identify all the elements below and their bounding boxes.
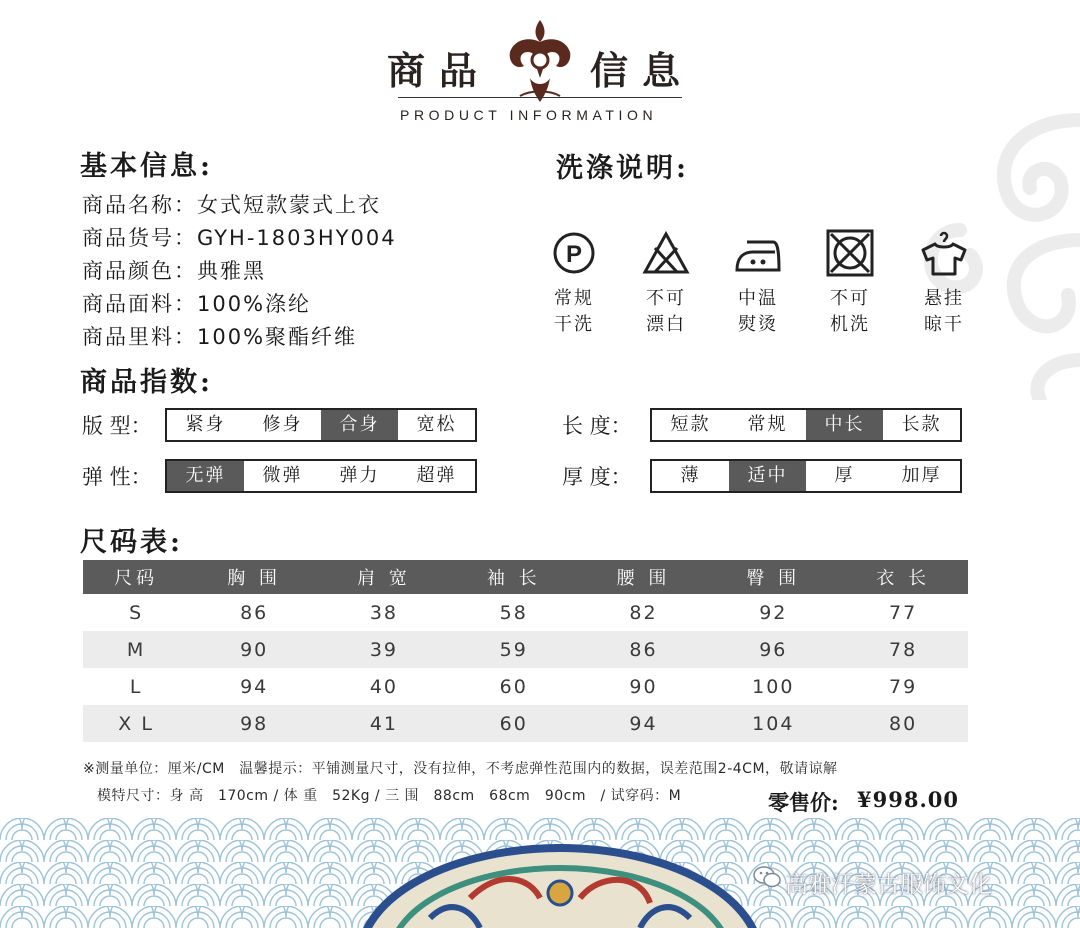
table-cell: 60 (499, 675, 528, 698)
table-header-cell: 袖 长 (449, 560, 579, 594)
header-title-right: 信息 (590, 48, 695, 93)
index-option-selected: 无弹 (167, 461, 244, 491)
price-label: 零售价: (768, 790, 839, 815)
index-option: 薄 (680, 465, 701, 486)
index-option: 微弹 (262, 465, 303, 486)
hang-dry-icon (919, 228, 969, 278)
table-cell: 58 (499, 601, 528, 624)
table-row (83, 631, 968, 668)
index-option: 宽松 (416, 414, 457, 435)
table-cell: 104 (708, 705, 838, 742)
table-cell: 78 (838, 631, 968, 668)
table-row (83, 594, 968, 631)
index-heading: 商品指数: (80, 367, 213, 398)
table-header-cell: 胸 围 (189, 560, 319, 594)
header-subtitle: PRODUCT INFORMATION (400, 107, 658, 123)
table-cell: 86 (240, 601, 269, 624)
index-option: 厚 (834, 465, 855, 486)
index-label-elasticity: 弹 性： (82, 465, 152, 489)
table-cell: 41 (319, 705, 449, 742)
table-cell: 80 (838, 705, 968, 742)
index-option: 长款 (901, 414, 942, 435)
table-cell: 90 (629, 675, 658, 698)
svg-text:P: P (565, 241, 583, 268)
care-item-hang-dry (914, 228, 974, 338)
model-size-note: 模特尺寸：身 高 170cm / 体 重 52Kg / 三 围 88cm 68cm 90cm / 试穿码：M (97, 788, 682, 804)
price-value: ¥998.00 (857, 787, 959, 812)
table-cell: 79 (888, 675, 918, 698)
index-option: 修身 (262, 414, 303, 435)
table-cell: 100 (752, 675, 795, 698)
table-cell: 94 (579, 705, 709, 742)
care-label-line2: 熨烫 (738, 314, 778, 335)
index-options-fit (165, 408, 477, 442)
table-row (83, 705, 968, 742)
table-header-cell: 尺码 (83, 560, 189, 594)
header-divider (398, 97, 682, 98)
index-options-length (650, 408, 962, 442)
dry-clean-p-icon (549, 228, 599, 278)
index-label-length: 长 度： (562, 414, 632, 438)
care-item-no-bleach (636, 228, 696, 338)
info-line-name: 商品名称：女式短款蒙式上衣 (82, 193, 381, 217)
index-option: 加厚 (901, 465, 942, 486)
table-header-row (83, 560, 968, 594)
no-machine-wash-icon (825, 228, 875, 278)
care-heading: 洗涤说明: (556, 153, 689, 184)
no-bleach-icon (641, 228, 691, 278)
measurement-note: ※测量单位：厘米/CM 温馨提示：平铺测量尺寸，没有拉伸，不考虑弹性范围内的数据，误差范围2-4CM，敬请谅解 (83, 761, 838, 777)
index-label-fit: 版 型： (82, 414, 152, 438)
care-label-line2: 漂白 (646, 314, 686, 335)
table-header-cell: 臀 围 (708, 560, 838, 594)
table-header-cell: 肩 宽 (319, 560, 449, 594)
table-cell: L (129, 675, 143, 698)
table-cell: 60 (449, 705, 579, 742)
table-cell: 96 (708, 631, 838, 668)
index-option-selected: 合身 (321, 410, 398, 440)
index-options-elasticity (165, 459, 477, 493)
basic-info-heading: 基本信息: (80, 151, 213, 182)
index-options-thickness (650, 459, 962, 493)
size-table (83, 560, 968, 742)
table-header-cell: 腰 围 (579, 560, 709, 594)
care-label-line2: 晾干 (924, 314, 964, 335)
table-header-cell: 衣 长 (838, 560, 968, 594)
index-option-selected: 适中 (729, 461, 806, 491)
info-line-color: 商品颜色：典雅黑 (82, 259, 266, 283)
care-label-line1: 中温 (738, 288, 778, 309)
care-item-iron (728, 228, 788, 338)
index-option: 常规 (747, 414, 788, 435)
watermark-text: 高雅汗蒙古服饰文化 (785, 872, 992, 898)
table-row (83, 668, 968, 705)
index-option: 紧身 (185, 414, 226, 435)
size-table-heading: 尺码表: (80, 527, 183, 558)
index-label-thickness: 厚 度： (562, 465, 632, 489)
care-label-line1: 常规 (554, 288, 594, 309)
care-item-no-machine-wash (820, 228, 880, 338)
table-cell: 40 (369, 675, 399, 698)
wechat-icon (752, 864, 782, 890)
table-cell: 92 (759, 601, 788, 624)
table-cell: X L (83, 705, 189, 742)
iron-medium-icon (733, 228, 783, 278)
index-option: 短款 (670, 414, 711, 435)
care-label-line1: 悬挂 (924, 288, 964, 309)
table-cell: 94 (240, 675, 269, 698)
index-option: 弹力 (339, 465, 380, 486)
table-cell: 77 (888, 601, 918, 624)
table-cell: S (129, 601, 144, 624)
fleur-ornament-icon (500, 16, 580, 106)
table-cell: 38 (369, 601, 399, 624)
info-line-lining: 商品里料：100%聚酯纤维 (82, 325, 358, 349)
care-label-line2: 机洗 (830, 314, 870, 335)
index-option-selected: 中长 (806, 410, 883, 440)
care-label-line2: 干洗 (554, 314, 594, 335)
table-cell: 98 (189, 705, 319, 742)
table-cell: 39 (319, 631, 449, 668)
info-line-fabric: 商品面料：100%涤纶 (82, 292, 312, 316)
header-title-left: 商品 (387, 48, 492, 93)
index-option: 超弹 (416, 465, 457, 486)
care-label-line1: 不可 (646, 288, 686, 309)
table-cell: 82 (629, 601, 658, 624)
info-line-sku: 商品货号：GYH-1803HY004 (82, 226, 397, 250)
table-cell: M (83, 631, 189, 668)
table-cell: 86 (579, 631, 709, 668)
table-cell: 90 (189, 631, 319, 668)
care-label-line1: 不可 (830, 288, 870, 309)
table-cell: 59 (449, 631, 579, 668)
care-item-dry-clean (544, 228, 604, 338)
